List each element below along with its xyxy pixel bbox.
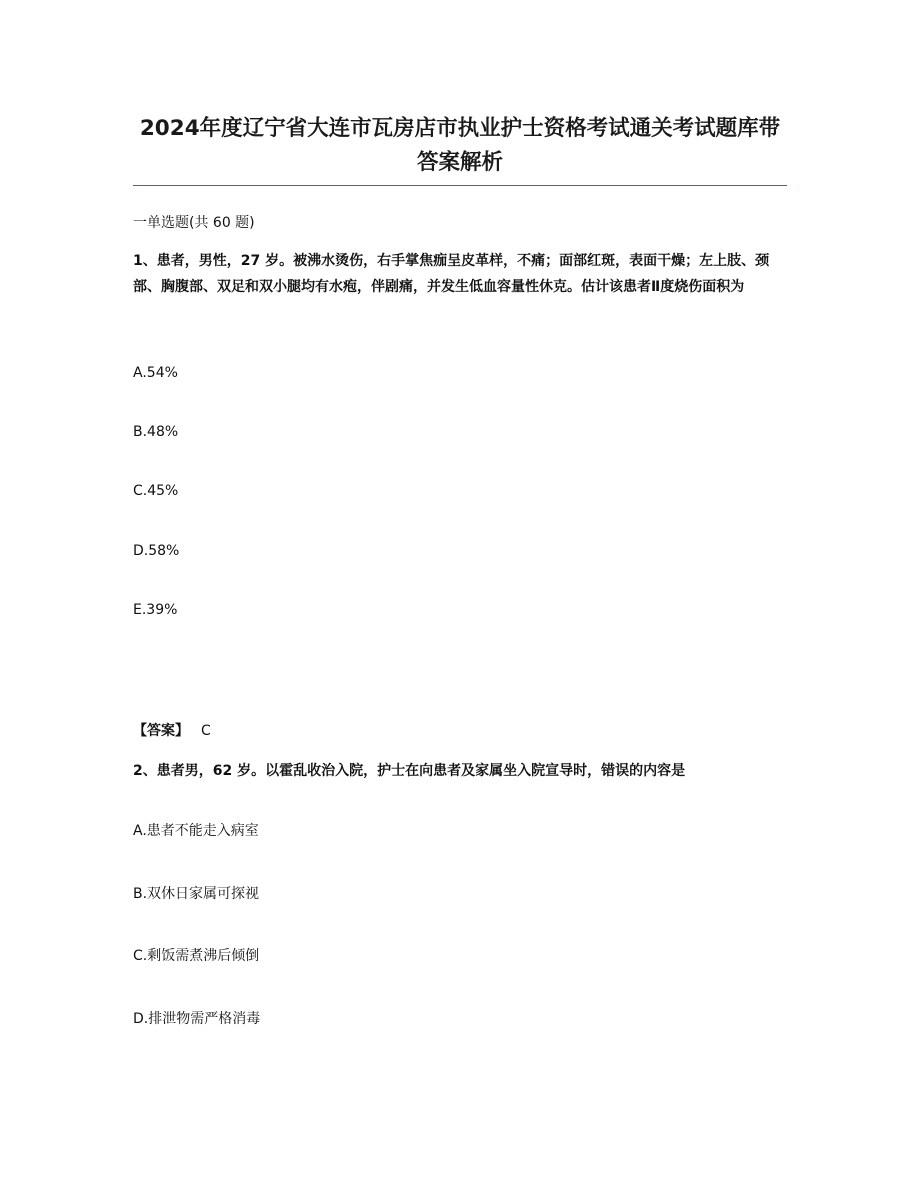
question-1-option-b: B.48% — [133, 424, 179, 440]
question-1-text: 1、患者，男性，27 岁。被沸水烫伤，右手掌焦痂呈皮革样，不痛；面部红斑，表面干燥；左上肢、颈部、胸腹部、双足和双小腿均有水疱，伴剧痛，并发生低血容量性休克。估计该患者Ⅱ度烧伤面积为 — [133, 253, 770, 295]
question-2-text: 2、患者男，62 岁。以霍乱收治入院，护士在向患者及家属坐入院宣导时，错误的内容是 — [133, 763, 686, 779]
title-underline — [133, 185, 787, 186]
question-1-option-e: E.39% — [133, 602, 178, 618]
document-title: 2024年度辽宁省大连市瓦房店市执业护士资格考试通关考试题库带答案解析 — [139, 116, 781, 175]
question-2-option-b: B.双休日家属可探视 — [133, 886, 260, 902]
answer-label: 【答案】 — [133, 723, 189, 739]
question-2-option-a: A.患者不能走入病室 — [133, 823, 259, 839]
question-1-answer — [133, 718, 211, 744]
answer-value: C — [201, 723, 211, 739]
question-2-option-d: D.排泄物需严格消毒 — [133, 1011, 261, 1027]
question-1-option-d: D.58% — [133, 543, 180, 559]
section-heading: 一单选题(共 60 题) — [133, 215, 255, 231]
question-2-option-c: C.剩饭需煮沸后倾倒 — [133, 948, 260, 964]
question-1-option-c: C.45% — [133, 483, 179, 499]
question-1-option-a: A.54% — [133, 365, 178, 381]
